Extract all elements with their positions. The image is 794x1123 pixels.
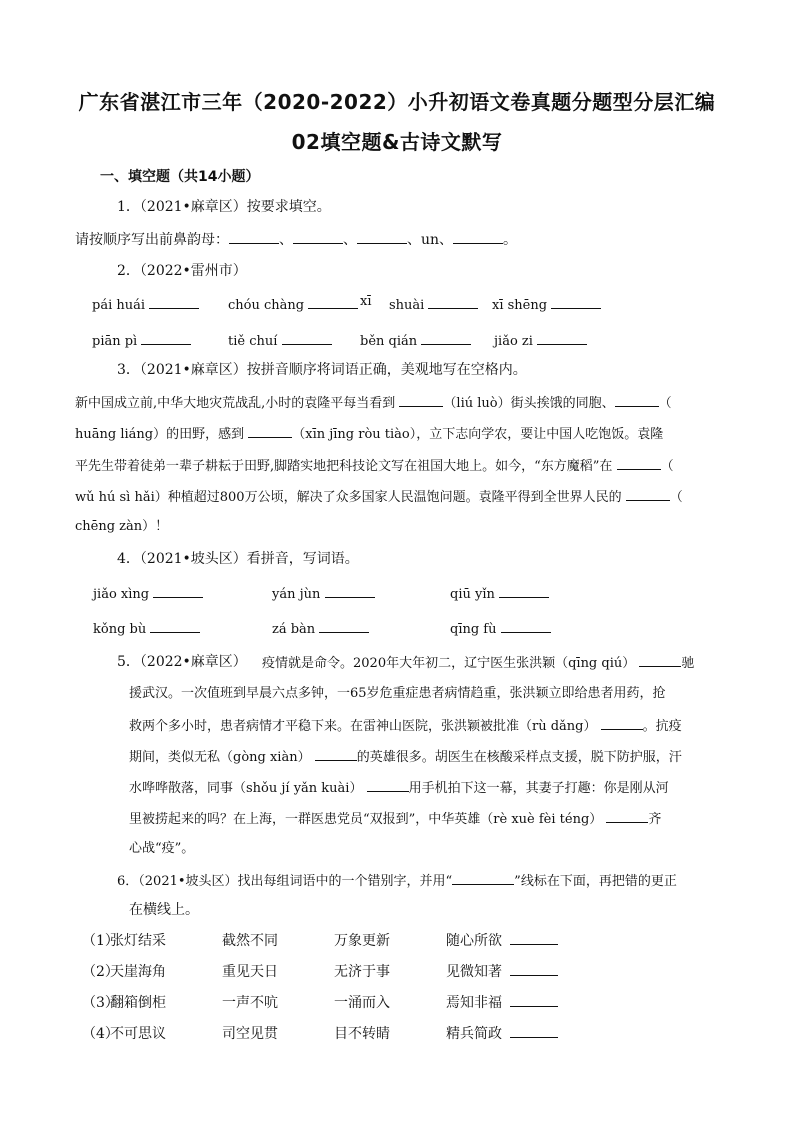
pinyin-item: tiě chuí bbox=[228, 330, 332, 349]
pinyin-item: piān pì bbox=[92, 330, 191, 349]
pinyin-item: pái huái bbox=[92, 294, 199, 313]
word: 张灯结采 bbox=[110, 933, 166, 949]
q5-line-6: 里被捞起来的吗？在上海，一群医患党员“双报到”，中华英雄（rè xuè fèi téng） 齐 bbox=[129, 808, 661, 830]
pinyin-item: běn qián bbox=[360, 330, 471, 349]
answer-blank[interactable] bbox=[357, 229, 407, 244]
answer-blank[interactable] bbox=[639, 652, 681, 667]
pinyin-item: kǒng bù bbox=[93, 618, 200, 637]
answer-blank[interactable] bbox=[510, 992, 558, 1007]
given-vowel: un bbox=[421, 232, 440, 248]
word: 不可思议 bbox=[110, 1026, 166, 1042]
pinyin-item: jiǎo xìng bbox=[93, 583, 203, 602]
pinyin-item: xī shēng bbox=[492, 294, 601, 313]
q3-line-1: 新中国成立前,中华大地灾荒战乱,小时的袁隆平每当看到 （liú luò）街头挨饿的同胞、 （ bbox=[75, 392, 672, 414]
answer-blank[interactable] bbox=[617, 455, 661, 470]
answer-blank[interactable] bbox=[453, 229, 503, 244]
q3-heading: 3．（2021•麻章区）按拼音顺序将词语正确，美观地写在空格内。 bbox=[117, 362, 527, 378]
q6-heading: 6．（2021•坡头区）找出每组词语中的一个错别字，并用“ ”线标在下面，再把错的更正 bbox=[117, 870, 677, 892]
word: 万象更新 bbox=[334, 933, 390, 949]
answer-blank[interactable] bbox=[248, 423, 292, 438]
answer-blank[interactable] bbox=[510, 1023, 558, 1038]
word: 焉知非福 bbox=[446, 995, 502, 1011]
word: 见微知著 bbox=[446, 964, 502, 980]
word: 一涌而入 bbox=[334, 995, 390, 1011]
answer-blank[interactable] bbox=[141, 330, 191, 345]
pinyin-item: qīng fù bbox=[450, 618, 551, 637]
answer-blank[interactable] bbox=[428, 294, 478, 309]
answer-blank[interactable] bbox=[229, 229, 279, 244]
answer-blank[interactable] bbox=[399, 392, 443, 407]
answer-blank[interactable] bbox=[626, 486, 670, 501]
word: 无济于事 bbox=[334, 964, 390, 980]
q5-line-4: 期间，类似无私（gòng xiàn） 的英雄很多。胡医生在核酸采样点支援，脱下防护服，汗 bbox=[129, 746, 682, 768]
pinyin-item: yán jùn bbox=[272, 583, 375, 602]
pinyin-item: shuài bbox=[389, 294, 478, 313]
answer-blank[interactable] bbox=[149, 294, 199, 309]
answer-blank[interactable] bbox=[421, 330, 471, 345]
row-number: （2） bbox=[82, 964, 119, 980]
q3-line-5: chēng zàn）！ bbox=[75, 519, 169, 534]
answer-blank[interactable] bbox=[308, 294, 358, 309]
pinyin-item: qiū yǐn bbox=[450, 583, 549, 602]
document-subtitle: 02填空题&古诗文默写 bbox=[291, 130, 503, 154]
q3-line-3: 平先生带着徒弟一辈子耕耘于田野,脚踏实地把科技论文写在祖国大地上。如今，“东方魔稻”在 （ bbox=[75, 455, 674, 477]
row-number: （4） bbox=[82, 1026, 119, 1042]
word: 随心所欲 bbox=[446, 933, 502, 949]
q4-heading: 4．（2021•坡头区）看拼音，写词语。 bbox=[117, 551, 359, 567]
answer-blank[interactable] bbox=[537, 330, 587, 345]
separator: 、 bbox=[439, 232, 454, 248]
word: 目不转睛 bbox=[334, 1026, 390, 1042]
answer-blank[interactable] bbox=[325, 583, 375, 598]
pinyin-item: jiǎo zi bbox=[494, 330, 587, 349]
answer-blank[interactable] bbox=[615, 392, 659, 407]
q6-heading-cont: 在横线上。 bbox=[129, 902, 199, 918]
separator: 、 bbox=[343, 232, 357, 248]
q5-line-2: 援武汉。一次值班到早晨六点多钟，一65岁危重症患者病情趋重，张洪颖立即给患者用药，抢 bbox=[129, 686, 666, 701]
answer-blank[interactable] bbox=[510, 961, 558, 976]
answer-blank[interactable] bbox=[319, 618, 369, 633]
row-number: （1） bbox=[82, 933, 119, 949]
word: 翻箱倒柜 bbox=[110, 995, 166, 1011]
q3-line-4: wǔ hú sì hǎi）种植超过800万公顷，解决了众多国家人民温饱问题。袁隆平得到全世界人民的 （ bbox=[75, 486, 683, 508]
answer-blank[interactable] bbox=[282, 330, 332, 345]
separator: 、 bbox=[279, 232, 293, 248]
answer-blank[interactable] bbox=[510, 930, 558, 945]
word: 重见天日 bbox=[222, 964, 278, 980]
q1-heading: 1．（2021•麻章区）按要求填空。 bbox=[117, 199, 331, 215]
answer-blank[interactable] bbox=[153, 583, 203, 598]
section-heading: 一、填空题（共14小题） bbox=[100, 169, 260, 185]
q5-heading: 5．（2022•麻章区） bbox=[117, 654, 247, 670]
word: 精兵简政 bbox=[446, 1026, 502, 1042]
answer-blank[interactable] bbox=[293, 229, 343, 244]
word: 司空见贯 bbox=[222, 1026, 278, 1042]
word: 一声不吭 bbox=[222, 995, 278, 1011]
q5-line-5: 水哗哗散落，同事（shǒu jí yǎn kuài） 用手机拍下这一幕，其妻子打趣：你是刚从河 bbox=[129, 777, 669, 799]
document-title: 广东省湛江市三年（2020-2022）小升初语文卷真题分题型分层汇编 bbox=[78, 90, 716, 114]
pinyin-item: xī bbox=[360, 294, 372, 309]
answer-blank[interactable] bbox=[551, 294, 601, 309]
period: 。 bbox=[503, 232, 518, 248]
pinyin-item: chóu chàng bbox=[228, 294, 358, 313]
word: 天崖海角 bbox=[110, 964, 166, 980]
answer-blank[interactable] bbox=[150, 618, 200, 633]
answer-blank[interactable] bbox=[367, 777, 409, 792]
q5-line-1: 疫情就是命令。2020年大年初二，辽宁医生张洪颖（qīng qiú） 驰 bbox=[262, 652, 694, 674]
q2-heading: 2．（2022•雷州市） bbox=[117, 263, 247, 279]
answer-blank[interactable] bbox=[501, 618, 551, 633]
underline-sample bbox=[452, 870, 514, 885]
separator: 、 bbox=[407, 232, 421, 248]
pinyin-item: zá bàn bbox=[272, 618, 369, 637]
q5-line-3: 救两个多小时，患者病情才平稳下来。在雷神山医院，张洪颖被批准（rù dǎng） 。抗疫 bbox=[129, 715, 682, 737]
q5-line-7: 心战“疫”。 bbox=[129, 841, 195, 856]
q1-body bbox=[75, 229, 517, 250]
answer-blank[interactable] bbox=[499, 583, 549, 598]
row-number: （3） bbox=[82, 995, 119, 1011]
word: 截然不同 bbox=[222, 933, 278, 949]
answer-blank[interactable] bbox=[606, 808, 648, 823]
answer-blank[interactable] bbox=[315, 746, 357, 761]
answer-blank[interactable] bbox=[601, 715, 643, 730]
q1-prompt: 请按顺序写出前鼻韵母： bbox=[75, 232, 229, 248]
q3-line-2: huāng liáng）的田野，感到 （xīn jīng ròu tiào），立下志向学农，要让中国人吃饱饭。袁隆 bbox=[75, 423, 663, 445]
